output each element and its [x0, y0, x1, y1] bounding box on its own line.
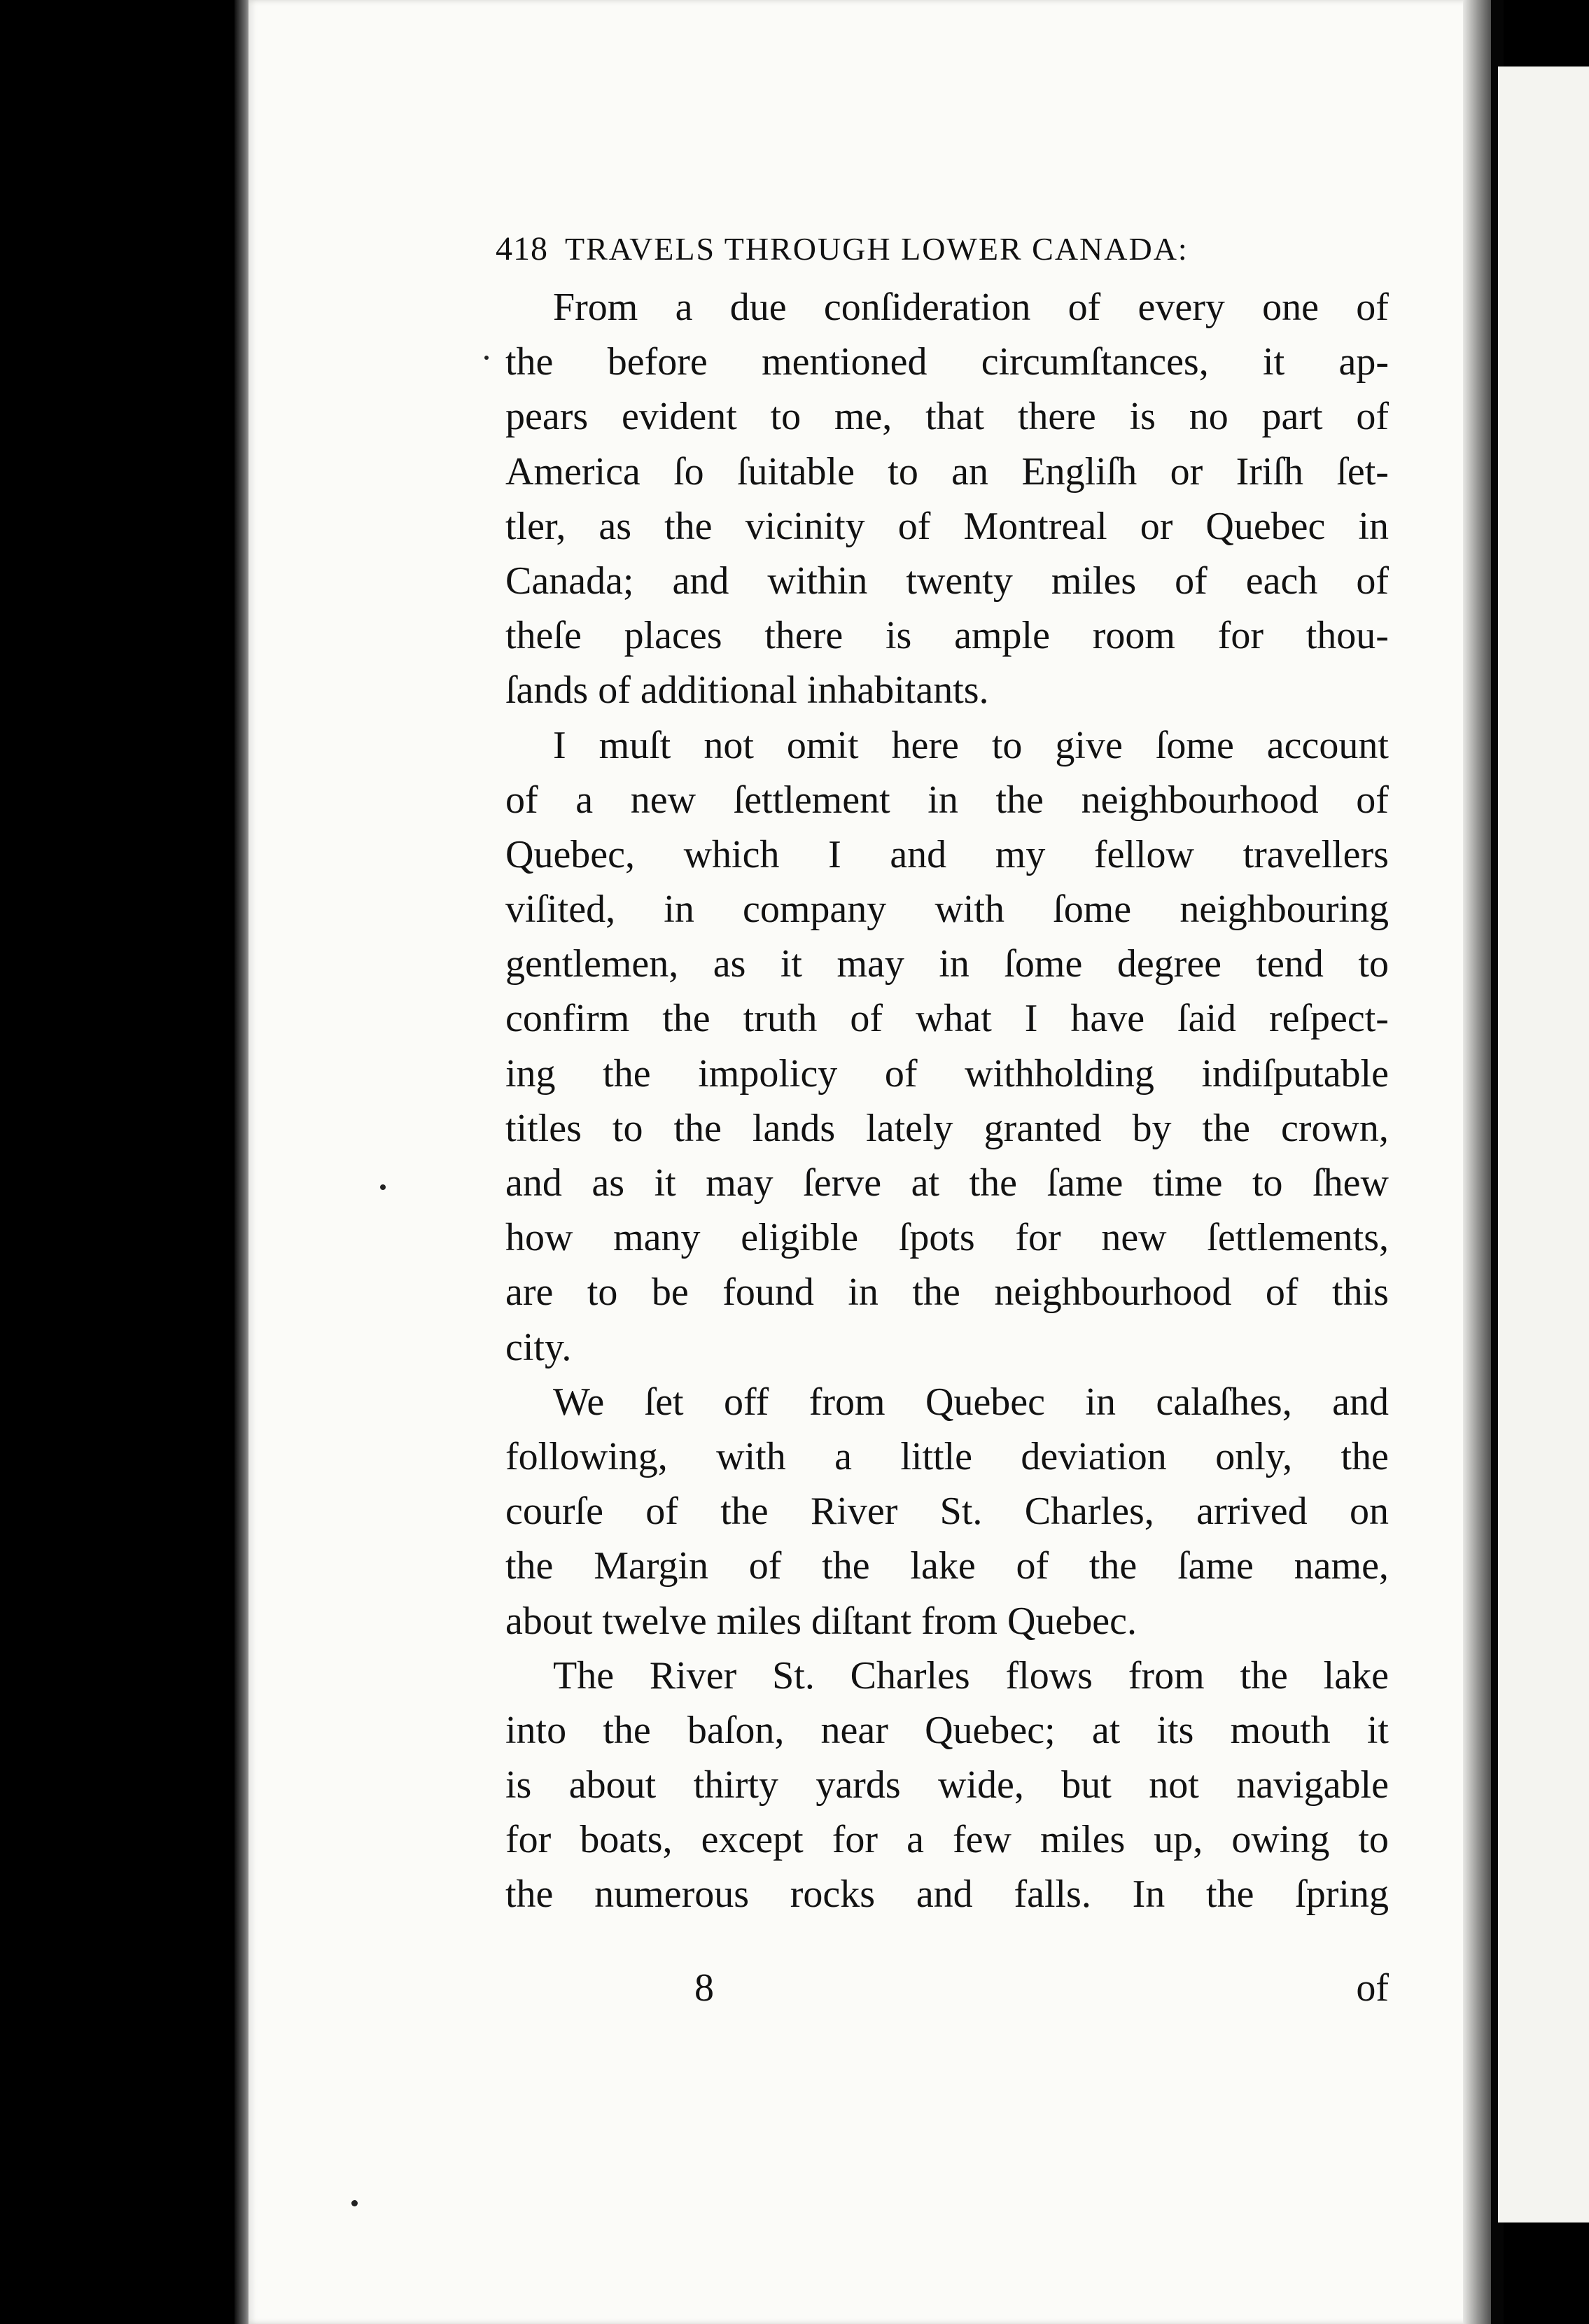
- text-line: I muſt not omit here to give ſome account: [553, 723, 1389, 767]
- ink-speck: [484, 356, 489, 360]
- text-line: into the baſon, near Quebec; at its mouth it: [505, 1708, 1389, 1752]
- text-line: the before mentioned circumſtances, it ap-: [505, 340, 1389, 384]
- page-header: [496, 230, 1385, 268]
- text-line: titles to the lands lately granted by the crown,: [505, 1106, 1389, 1150]
- text-line: theſe places there is ample room for thou-: [505, 614, 1389, 658]
- text-line: city.: [505, 1325, 572, 1369]
- text-line: gentlemen, as it may in ſome degree tend to: [505, 942, 1389, 986]
- text-line: The River St. Charles flows from the lake: [553, 1653, 1389, 1698]
- text-line: We ſet off from Quebec in calaſhes, and: [553, 1380, 1389, 1424]
- ink-speck: [351, 2200, 358, 2206]
- running-head: TRAVELS THROUGH LOWER CANADA:: [565, 231, 1189, 267]
- text-line: is about thirty yards wide, but not navigable: [505, 1763, 1389, 1807]
- text-line: tler, as the vicinity of Montreal or Quebec in: [505, 504, 1389, 548]
- text-line: pears evident to me, that there is no part of: [505, 395, 1389, 439]
- text-line: are to be found in the neighbourhood of this: [505, 1270, 1389, 1315]
- text-line: America ſo ſuitable to an Engliſh or Iriſh ſet-: [505, 449, 1389, 493]
- ink-speck: [380, 1184, 386, 1190]
- signature-mark: 8: [694, 1966, 714, 2010]
- text-line: courſe of the River St. Charles, arrived on: [505, 1490, 1389, 1534]
- page-number: 418: [496, 230, 548, 267]
- facing-page-fragment: [1498, 66, 1589, 2222]
- text-line: following, with a little deviation only, the: [505, 1434, 1389, 1478]
- text-line: Quebec, which I and my fellow travellers: [505, 832, 1389, 876]
- text-line: the Margin of the lake of the ſame name,: [505, 1544, 1389, 1588]
- page-footer: [505, 1966, 1389, 2015]
- catchword: of: [1356, 1966, 1389, 2010]
- text-line: about twelve miles diſtant from Quebec.: [505, 1599, 1137, 1643]
- text-line: ſands of additional inhabitants.: [505, 668, 989, 713]
- body-text: [505, 280, 1389, 1922]
- text-line: confirm the truth of what I have ſaid reſpect-: [505, 997, 1389, 1041]
- text-line: for boats, except for a few miles up, owing to: [505, 1818, 1389, 1862]
- text-line: Canada; and within twenty miles of each of: [505, 559, 1389, 603]
- text-line: how many eligible ſpots for new ſettlements,: [505, 1216, 1389, 1260]
- text-line: viſited, in company with ſome neighbouring: [505, 888, 1389, 932]
- text-line: ing the impolicy of withholding indiſputable: [505, 1051, 1389, 1096]
- text-line: of a new ſettlement in the neighbourhood of: [505, 778, 1389, 822]
- text-line: and as it may ſerve at the ſame time to ſhew: [505, 1161, 1389, 1205]
- text-line: From a due conſideration of every one of: [553, 286, 1389, 329]
- text-line: the numerous rocks and falls. In the ſpring: [505, 1872, 1389, 1917]
